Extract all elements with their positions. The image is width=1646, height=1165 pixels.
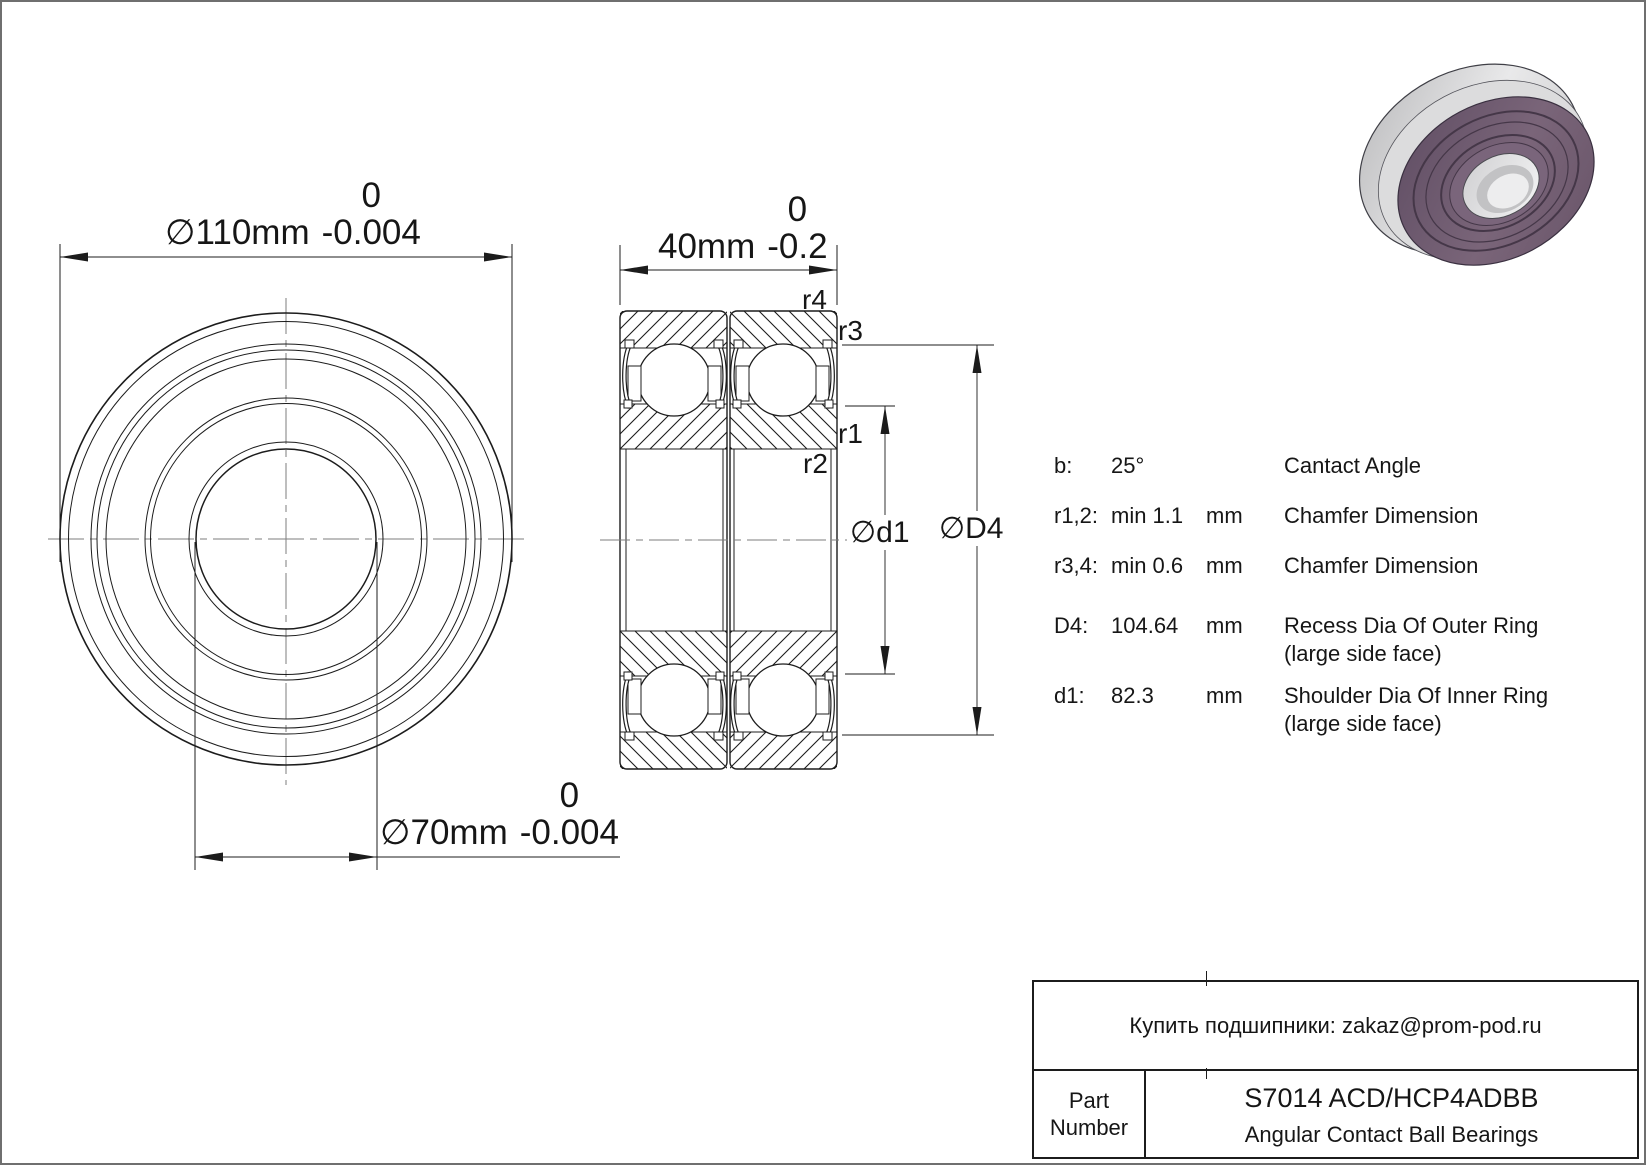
title-block-tick-top	[1206, 971, 1207, 986]
spec-row-shoulder-dia	[1054, 682, 1549, 742]
label-r2: r2	[803, 448, 828, 479]
part-number-cell	[1146, 1071, 1637, 1157]
label-r1: r1	[838, 418, 863, 449]
label-r4: r4	[802, 284, 827, 315]
spec-row-chamfer-r34	[1054, 552, 1479, 612]
spec-unit: mm	[1206, 503, 1243, 528]
spec-value: min 0.6	[1111, 553, 1184, 578]
part-number: S7014 ACD/HCP4ADBB	[1244, 1083, 1539, 1113]
spec-unit: mm	[1206, 553, 1243, 578]
spec-unit: mm	[1206, 613, 1243, 638]
part-number-label-cell: Part Number	[1034, 1071, 1146, 1157]
label-d1: ∅d1	[847, 515, 913, 550]
spec-value: 82.3	[1111, 683, 1154, 708]
dim-width-tolerance: 0 -0.2	[767, 190, 828, 266]
spec-unit: mm	[1206, 683, 1243, 708]
spec-desc: Shoulder Dia Of Inner Ring (large side face)	[1284, 683, 1549, 736]
spec-key: d1:	[1054, 683, 1085, 708]
dim-bore-value: ∅70mm	[380, 812, 508, 852]
dim-width-text	[658, 192, 828, 266]
spec-value: min 1.1	[1111, 503, 1184, 528]
contact-row	[1034, 982, 1637, 1071]
spec-row-recess-dia	[1054, 612, 1539, 672]
spec-key: b:	[1054, 453, 1073, 478]
label-D4: ∅D4	[936, 511, 1006, 546]
dim-width-value: 40mm	[658, 226, 756, 266]
spec-desc: Cantact Angle	[1284, 453, 1421, 478]
title-block-tick-middle	[1206, 1068, 1207, 1079]
dim-bore-tolerance: 0 -0.004	[519, 776, 619, 852]
dim-bore-diameter-text	[380, 778, 619, 852]
spec-value: 25°	[1111, 453, 1145, 478]
spec-key: r1,2:	[1054, 503, 1099, 528]
spec-desc: Chamfer Dimension	[1284, 553, 1479, 578]
spec-key: r3,4:	[1054, 553, 1099, 578]
spec-key: D4:	[1054, 613, 1089, 638]
dim-outer-value: ∅110mm	[165, 212, 310, 252]
bearing-type: Angular Contact Ball Bearings	[1244, 1122, 1539, 1147]
contact-text: Купить подшипники: zakaz@prom-pod.ru	[1129, 1012, 1542, 1038]
front-view	[48, 298, 527, 785]
title-block	[1032, 980, 1639, 1159]
dim-outer-tolerance: 0 -0.004	[321, 176, 421, 252]
spec-desc: Chamfer Dimension	[1284, 503, 1479, 528]
dim-outer-diameter-text	[165, 178, 421, 252]
section-view	[600, 311, 994, 769]
label-r3: r3	[838, 315, 863, 346]
spec-desc: Recess Dia Of Outer Ring (large side face)	[1284, 613, 1539, 666]
bearing-3d-render	[1326, 27, 1623, 298]
spec-value: 104.64	[1111, 613, 1179, 638]
